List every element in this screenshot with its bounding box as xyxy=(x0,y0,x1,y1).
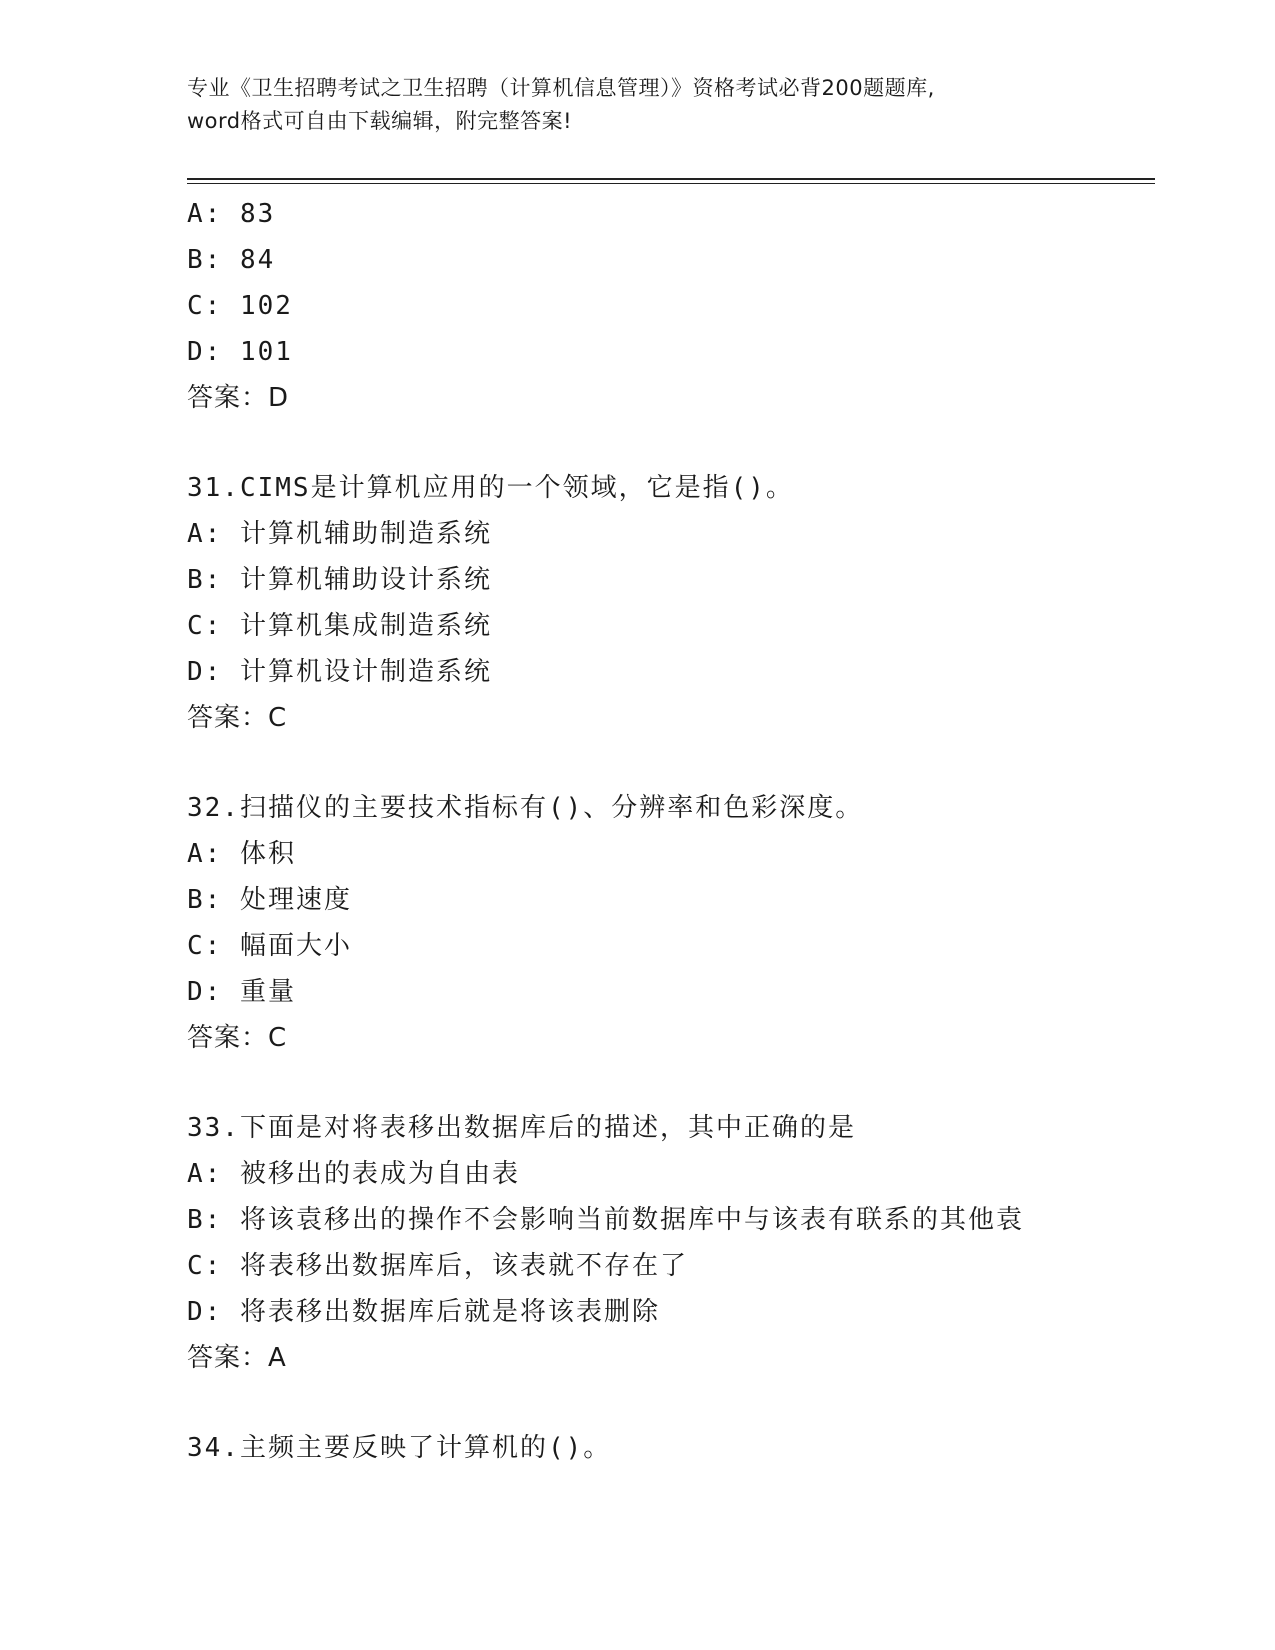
option-d: D: 101 xyxy=(187,337,293,367)
option-b: B: 84 xyxy=(187,245,276,275)
option-d: D: 计算机设计制造系统 xyxy=(187,657,492,687)
block-spacer xyxy=(187,741,1187,785)
question-text: 31.CIMS是计算机应用的一个领域，它是指()。 xyxy=(187,473,794,503)
option-d: D: 重量 xyxy=(187,977,296,1007)
option-d: D: 将表移出数据库后就是将该表删除 xyxy=(187,1297,660,1327)
question-block xyxy=(187,1425,1187,1471)
question-block xyxy=(187,785,1187,1061)
option-b: B: 计算机辅助设计系统 xyxy=(187,565,492,595)
header-rule-thin xyxy=(187,183,1155,184)
question-block xyxy=(187,465,1187,741)
header-rule-thick xyxy=(187,178,1155,180)
option-c: C: 102 xyxy=(187,291,293,321)
answer: 答案：C xyxy=(187,1023,288,1053)
document-header xyxy=(187,72,1087,138)
question-block xyxy=(187,1105,1187,1381)
option-a: A: 被移出的表成为自由表 xyxy=(187,1159,520,1189)
answer: 答案：A xyxy=(187,1343,287,1373)
option-c: C: 计算机集成制造系统 xyxy=(187,611,492,641)
answer: 答案：D xyxy=(187,383,290,413)
option-b: B: 将该袁移出的操作不会影响当前数据库中与该表有联系的其他袁 xyxy=(187,1205,1024,1235)
option-b: B: 处理速度 xyxy=(187,885,352,915)
block-spacer xyxy=(187,1381,1187,1425)
option-c: C: 幅面大小 xyxy=(187,931,352,961)
block-spacer xyxy=(187,421,1187,465)
question-text: 32.扫描仪的主要技术指标有()、分辨率和色彩深度。 xyxy=(187,793,864,823)
answer: 答案：C xyxy=(187,703,288,733)
option-a: A: 83 xyxy=(187,199,276,229)
option-c: C: 将表移出数据库后，该表就不存在了 xyxy=(187,1251,688,1281)
header-line-1: 专业《卫生招聘考试之卫生招聘（计算机信息管理）》资格考试必背200题题库, xyxy=(187,76,935,100)
question-text: 34.主频主要反映了计算机的()。 xyxy=(187,1433,612,1463)
question-list xyxy=(187,191,1187,1471)
option-a: A: 计算机辅助制造系统 xyxy=(187,519,492,549)
header-line-2: word格式可自由下载编辑，附完整答案! xyxy=(187,109,573,133)
option-a: A: 体积 xyxy=(187,839,296,869)
block-spacer xyxy=(187,1061,1187,1105)
question-block xyxy=(187,191,1187,421)
question-text: 33.下面是对将表移出数据库后的描述，其中正确的是 xyxy=(187,1113,856,1143)
